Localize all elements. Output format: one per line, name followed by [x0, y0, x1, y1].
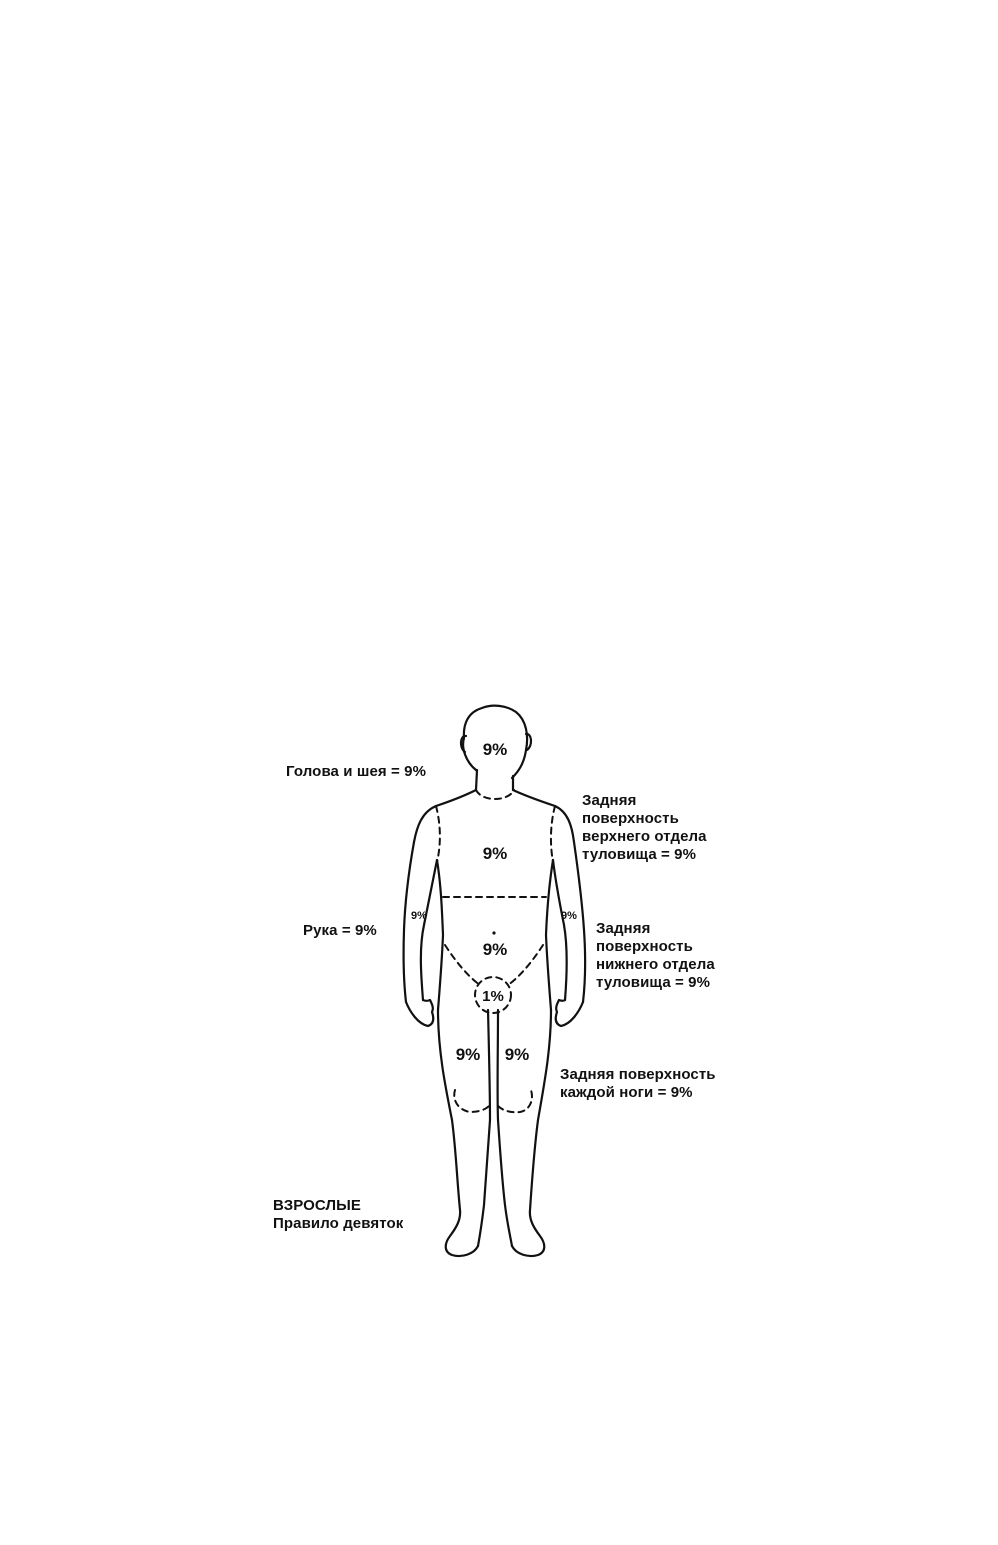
lower-back-line-3: нижнего отдела — [596, 956, 715, 973]
lower-trunk-percent: 9% — [482, 940, 508, 959]
right-torso-side — [546, 860, 553, 1010]
upper-back-line-1: Задняя — [582, 792, 637, 809]
left-torso-side — [437, 860, 443, 1010]
right-arm-outer — [574, 842, 585, 1002]
upper-back-line-3: верхнего отдела — [582, 828, 707, 845]
left-leg-percent: 9% — [455, 1045, 481, 1064]
right-arm-percent: 9% — [561, 910, 577, 922]
left-shoulder — [414, 790, 476, 842]
right-knee-boundary — [498, 1090, 532, 1112]
left-arm-inner — [421, 860, 437, 1000]
upper-back-label — [582, 792, 707, 864]
arm-label: Рука = 9% — [303, 922, 377, 939]
neck — [476, 770, 514, 799]
caption-subtitle: Правило девяток — [273, 1215, 404, 1232]
left-hand — [406, 1000, 433, 1026]
figure-percentages — [411, 740, 577, 1064]
lower-back-label — [596, 920, 715, 992]
left-groin-boundary — [445, 945, 480, 985]
legs-line-1: Задняя поверхность — [560, 1066, 716, 1083]
legs-line-2: каждой ноги = 9% — [560, 1084, 693, 1101]
upper-back-line-4: туловища = 9% — [582, 846, 697, 863]
lower-back-line-2: поверхность — [596, 938, 693, 955]
left-knee-boundary — [454, 1090, 489, 1112]
legs-label — [560, 1066, 716, 1102]
right-hand — [556, 1000, 583, 1026]
head-neck-label: Голова и шея = 9% — [286, 763, 427, 780]
left-shoulder-boundary — [436, 806, 440, 862]
lower-trunk-dot — [492, 931, 495, 934]
neck-left — [476, 770, 477, 790]
head-percent: 9% — [482, 740, 508, 759]
right-leg-percent: 9% — [504, 1045, 530, 1064]
left-arm-outer — [404, 842, 414, 1002]
right-arm-inner — [553, 860, 567, 1000]
genital-percent: 1% — [482, 988, 504, 1005]
neck-boundary — [476, 790, 514, 799]
lower-back-line-4: туловища = 9% — [596, 974, 711, 991]
left-arm-percent: 9% — [411, 910, 427, 922]
upper-trunk-percent: 9% — [482, 844, 508, 863]
right-shoulder-boundary — [551, 806, 555, 862]
caption-title: ВЗРОСЛЫЕ — [273, 1197, 361, 1214]
upper-back-line-2: поверхность — [582, 810, 679, 827]
right-shoulder — [513, 790, 574, 842]
lower-back-line-1: Задняя — [596, 920, 651, 937]
caption — [273, 1197, 403, 1233]
right-groin-boundary — [508, 945, 543, 985]
